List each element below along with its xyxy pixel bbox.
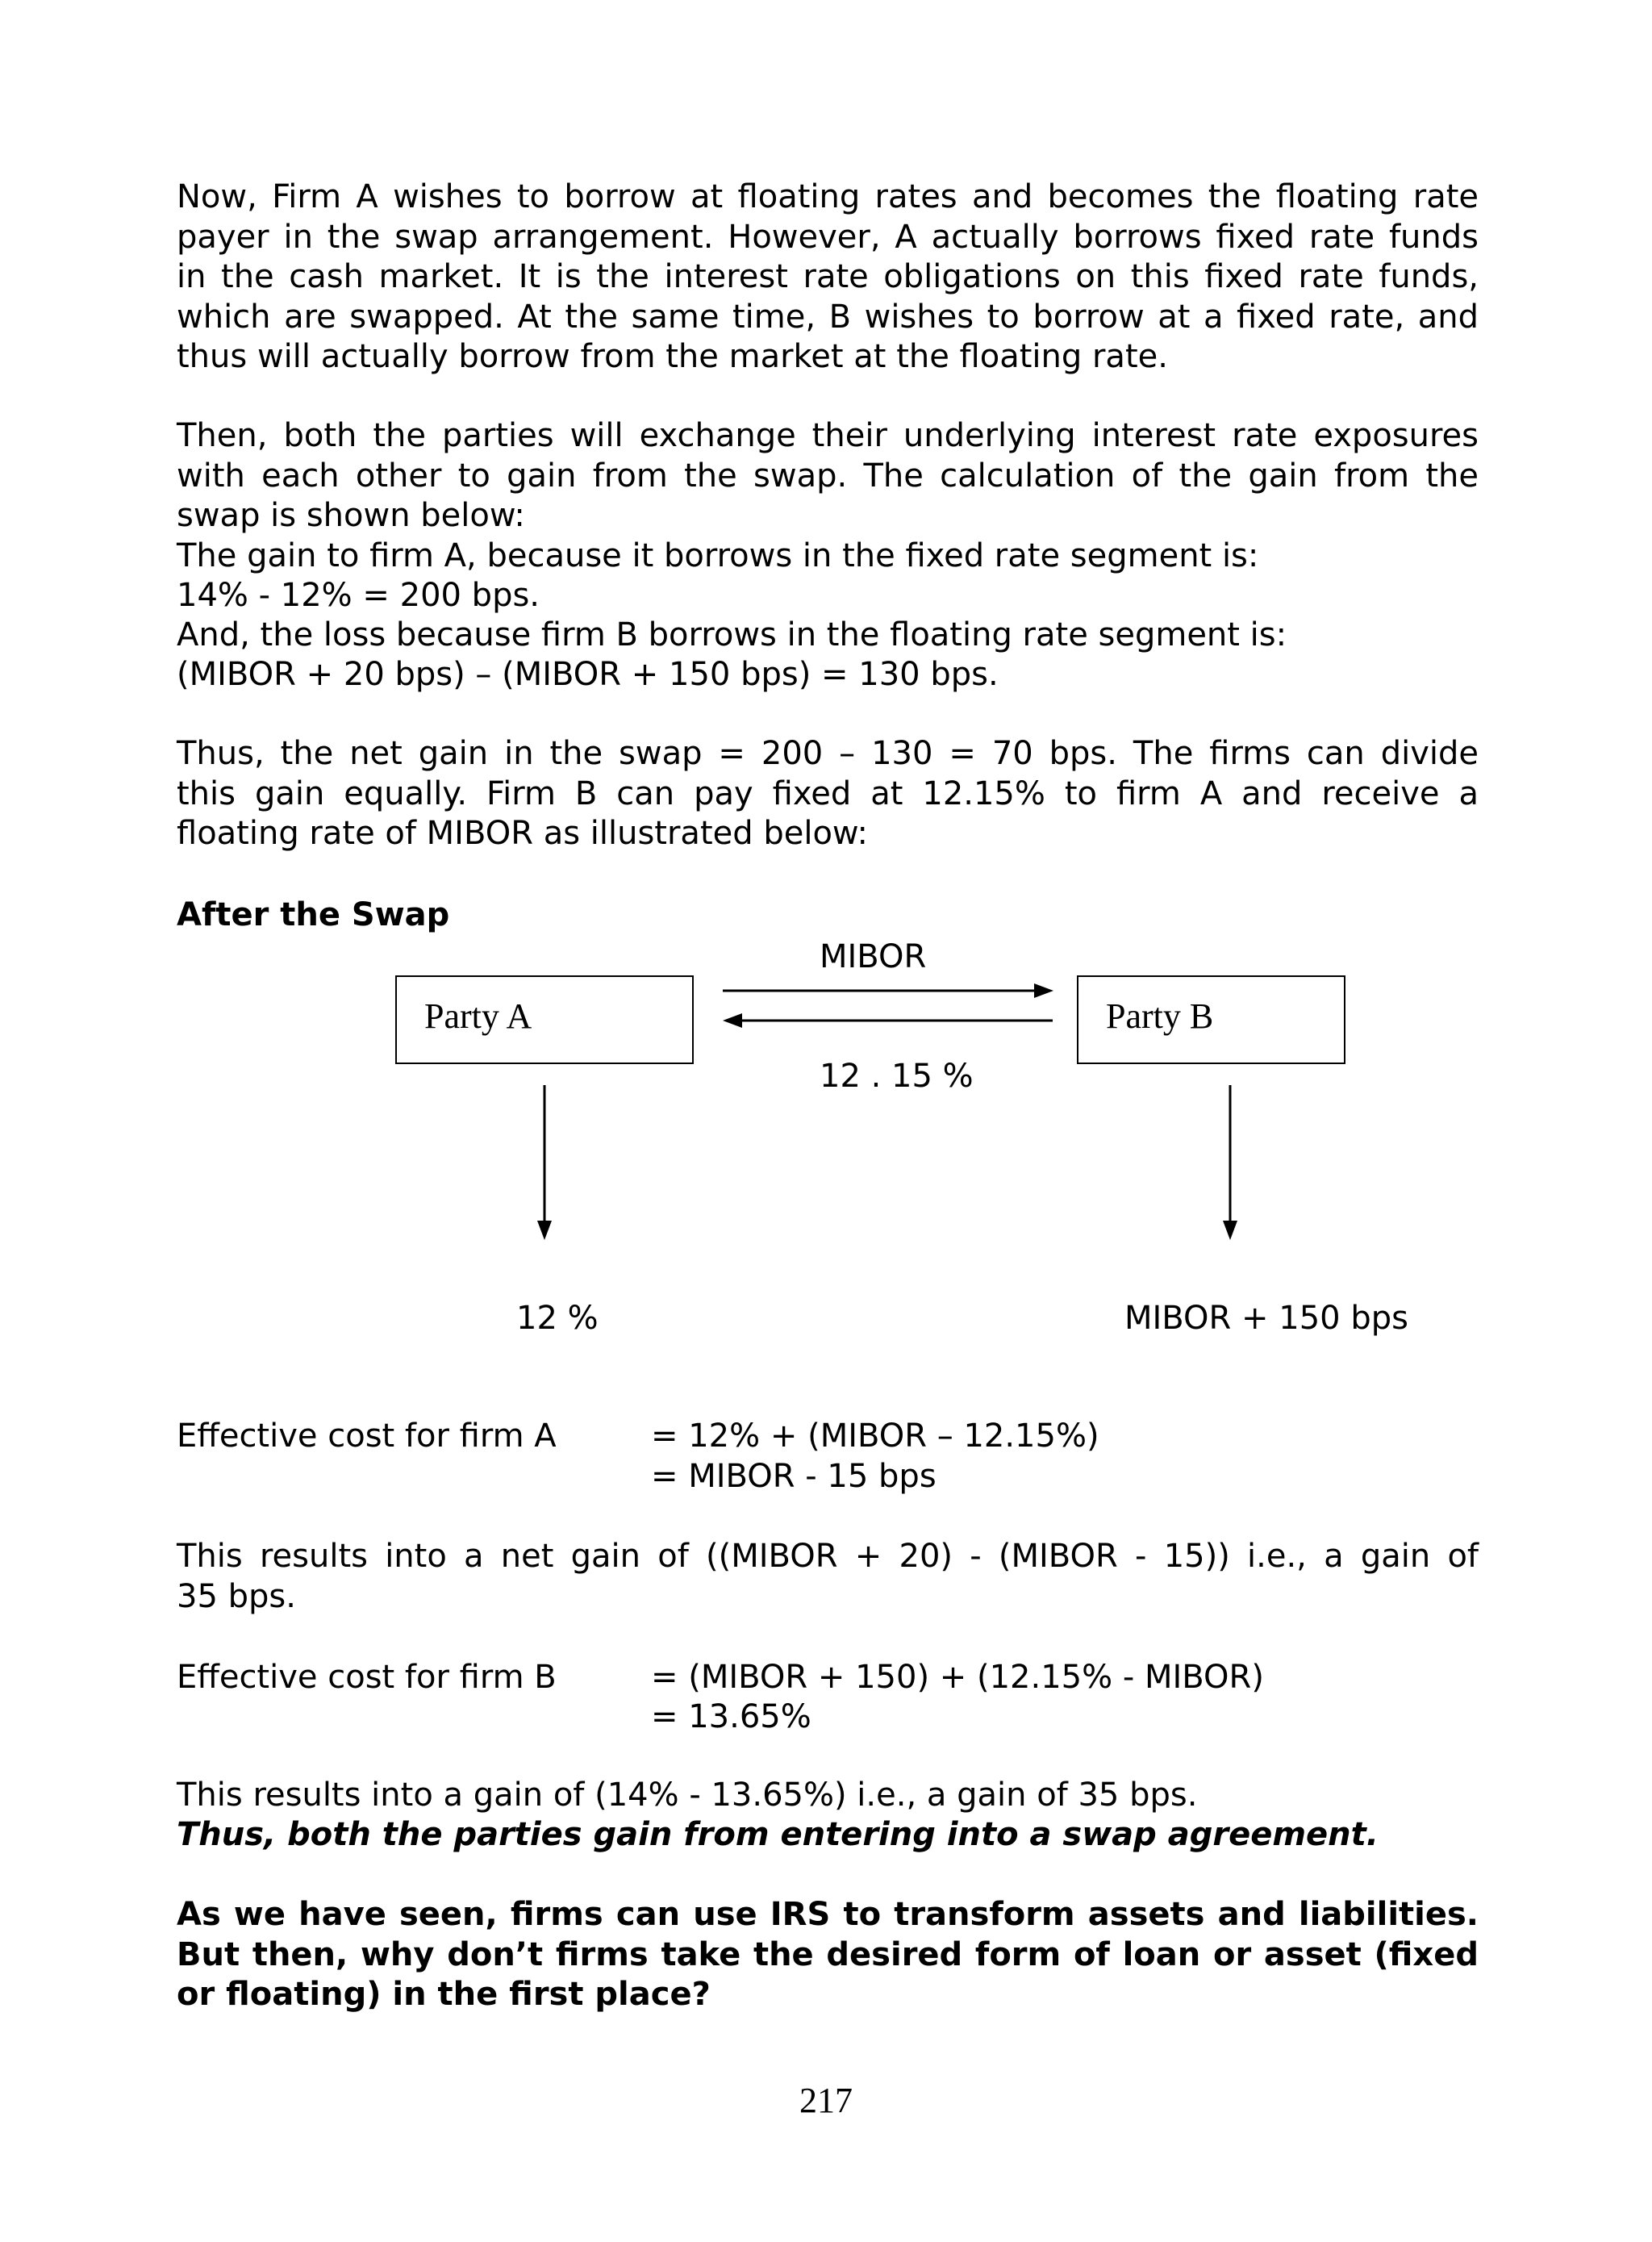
page-number: 217 <box>799 2081 853 2120</box>
fixed-rate-arrow-label: 12 . 15 % <box>820 1058 974 1095</box>
gain-firm-a-calc: 14% - 12% = 200 bps. <box>177 577 540 614</box>
gain-firm-a-text: The gain to firm A, because it borrows in the fixed rate segment is: <box>177 537 1259 574</box>
gain-b-text: This results into a gain of (14% - 13.65%) i.e., a gain of 35 bps. <box>177 1776 1198 1814</box>
text-line: or floating) in the first place? <box>177 1976 711 2013</box>
text-line: swap is shown below: <box>177 497 525 534</box>
arrow-party-b-down <box>1223 1085 1237 1240</box>
mibor-arrow-label: MIBOR <box>820 938 927 975</box>
text-line: in the cash market. It is the interest rate obligations on this fixed rate funds, <box>177 258 1479 295</box>
paragraph-net-gain <box>177 734 1479 854</box>
party-a-cost-label: 12 % <box>516 1300 599 1337</box>
arrow-mibor-a-to-b <box>723 983 1053 998</box>
text-line: Then, both the parties will exchange their underlying interest rate exposures <box>177 417 1479 454</box>
question-paragraph <box>177 1895 1479 2015</box>
cost-b-line2: = 13.65% <box>651 1698 811 1735</box>
text-line: This results into a net gain of ((MIBOR + 20) - (MIBOR - 15)) i.e., a gain of <box>177 1538 1479 1575</box>
text-line: As we have seen, firms can use IRS to transform assets and liabilities. <box>177 1896 1479 1933</box>
text-line: with each other to gain from the swap. The calculation of the gain from the <box>177 457 1479 495</box>
party-b-box <box>1077 975 1345 1064</box>
party-a-box <box>395 975 694 1064</box>
loss-firm-b-text: And, the loss because firm B borrows in the floating rate segment is: <box>177 616 1287 653</box>
text-line: But then, why don’t firms take the desired form of loan or asset (fixed <box>177 1935 1479 1973</box>
arrow-party-a-down <box>537 1085 552 1240</box>
paragraph-exchange <box>177 416 1479 536</box>
cost-b-label: Effective cost for firm B <box>177 1659 557 1696</box>
cost-a-line2: = MIBOR - 15 bps <box>651 1458 937 1495</box>
text-line: 35 bps. <box>177 1577 296 1615</box>
arrow-fixed-b-to-a <box>723 1013 1053 1028</box>
paragraph-gain-a <box>177 1537 1479 1617</box>
text-line: floating rate of MIBOR as illustrated below: <box>177 815 868 852</box>
cost-a-label: Effective cost for firm A <box>177 1417 557 1455</box>
cost-a-line1: = 12% + (MIBOR – 12.15%) <box>651 1417 1099 1455</box>
text-line: thus will actually borrow from the market at the floating rate. <box>177 338 1168 375</box>
party-b-label: Party B <box>1106 996 1214 1036</box>
conclusion-emphasis: Thus, both the parties gain from entering into a swap agreement. <box>177 1816 1379 1853</box>
loss-firm-b-calc: (MIBOR + 20 bps) – (MIBOR + 150 bps) = 130 bps. <box>177 656 999 693</box>
paragraph-swap-intro <box>177 177 1479 378</box>
section-heading: After the Swap <box>177 896 450 933</box>
party-a-label: Party A <box>424 996 532 1036</box>
text-line: Thus, the net gain in the swap = 200 – 130 = 70 bps. The firms can divide <box>177 735 1479 772</box>
cost-b-line1: = (MIBOR + 150) + (12.15% - MIBOR) <box>651 1659 1264 1696</box>
text-line: payer in the swap arrangement. However, A actually borrows fixed rate funds <box>177 218 1479 256</box>
party-b-cost-label: MIBOR + 150 bps <box>1124 1300 1408 1337</box>
text-line: Now, Firm A wishes to borrow at floating rates and becomes the floating rate <box>177 178 1479 215</box>
text-line: which are swapped. At the same time, B wishes to borrow at a fixed rate, and <box>177 298 1479 336</box>
text-line: this gain equally. Firm B can pay fixed at 12.15% to firm A and receive a <box>177 774 1479 812</box>
